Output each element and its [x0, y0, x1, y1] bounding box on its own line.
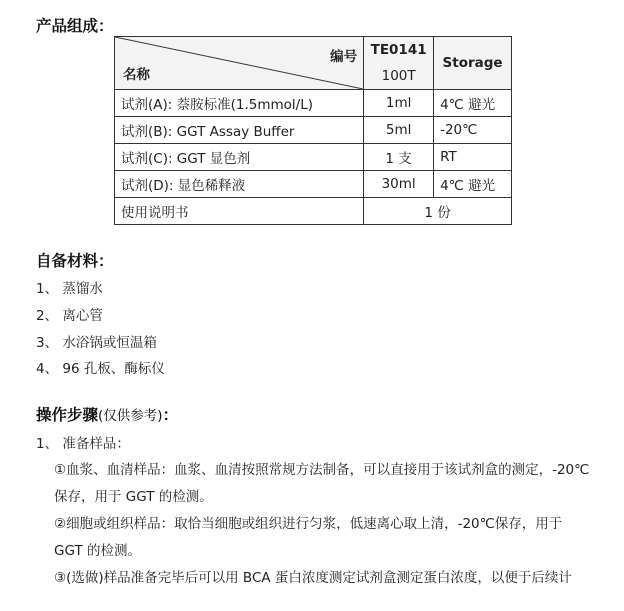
material-item: 1、 蒸馏水 — [36, 281, 103, 297]
table-row — [115, 144, 512, 171]
composition-table — [114, 36, 512, 225]
reagent-storage: -20℃ — [434, 117, 512, 144]
reagent-storage: RT — [434, 144, 512, 171]
header-code-cell — [364, 37, 434, 90]
reagent-name: 试剂(B): GGT Assay Buffer — [115, 117, 364, 144]
header-diagonal-cell — [115, 37, 364, 90]
steps-note: (仅供参考) — [98, 408, 163, 424]
steps-colon: ： — [162, 406, 179, 424]
reagent-amount: 1 支 — [364, 144, 434, 171]
step-paragraph-line: GGT 的检测。 — [54, 543, 141, 559]
reagent-amount: 1ml — [364, 90, 434, 117]
diagonal-line — [115, 37, 363, 89]
material-item: 4、 96 孔板、酶标仪 — [36, 361, 165, 377]
header-spec: 100T — [381, 68, 416, 84]
materials-heading: 自备材料： — [36, 252, 114, 270]
header-code-label: 编号 — [330, 49, 358, 65]
table-row — [115, 117, 512, 144]
header-name-label: 名称 — [123, 67, 150, 83]
table-row-manual — [115, 198, 512, 225]
table-row — [115, 90, 512, 117]
reagent-storage: 4℃ 避光 — [434, 90, 512, 117]
reagent-amount: 5ml — [364, 117, 434, 144]
manual-name: 使用说明书 — [115, 198, 364, 225]
reagent-storage: 4℃ 避光 — [434, 171, 512, 198]
reagent-name: 试剂(A): 萘胺标准(1.5mmol/L) — [115, 90, 364, 117]
reagent-amount: 30ml — [364, 171, 434, 198]
header-storage: Storage — [434, 37, 512, 90]
step-paragraph-line: ③(选做)样品准备完毕后可以用 BCA 蛋白浓度测定试剂盒测定蛋白浓度，以便于后续计 — [54, 570, 572, 586]
manual-amount: 1 份 — [364, 198, 512, 225]
material-item: 2、 离心管 — [36, 308, 103, 324]
material-item: 3、 水浴锅或恒温箱 — [36, 335, 157, 351]
steps-heading — [36, 403, 178, 425]
step-paragraph-line: 保存，用于 GGT 的检测。 — [54, 489, 213, 505]
step-paragraph-line: ②细胞或组织样品：取恰当细胞或组织进行匀浆，低速离心取上清，-20℃保存，用于 — [54, 516, 563, 532]
table-row — [115, 171, 512, 198]
reagent-name: 试剂(D): 显色稀释液 — [115, 171, 364, 198]
step-paragraph-line: ①血浆、血清样品：血浆、血清按照常规方法制备，可以直接用于该试剂盒的测定，-20℃ — [54, 462, 590, 478]
header-code: TE0141 — [370, 42, 427, 58]
step-item: 1、 准备样品： — [36, 436, 130, 452]
steps-title: 操作步骤 — [36, 406, 99, 424]
composition-heading: 产品组成： — [36, 17, 114, 35]
reagent-name: 试剂(C): GGT 显色剂 — [115, 144, 364, 171]
